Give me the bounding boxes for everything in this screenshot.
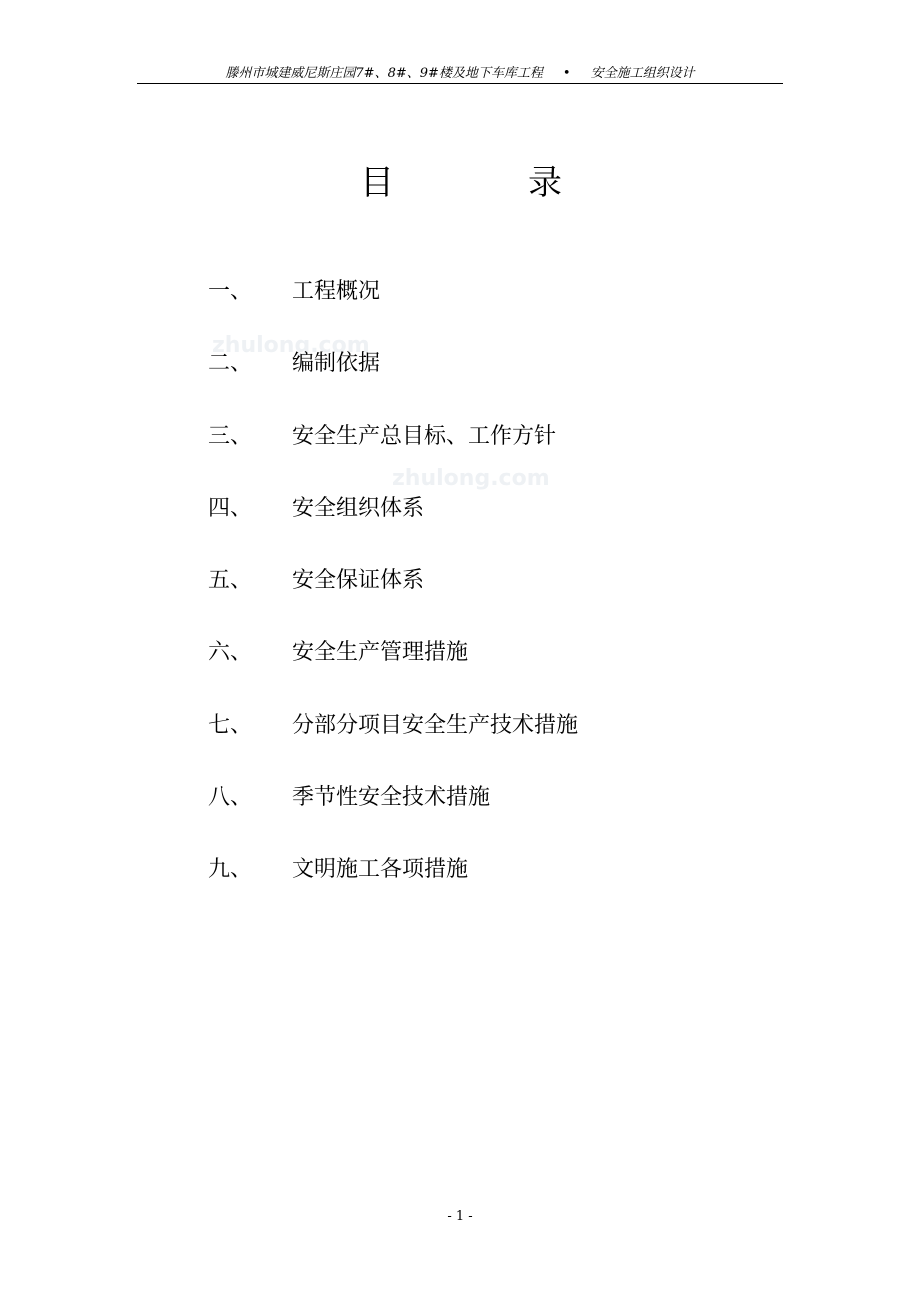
page-header bbox=[137, 64, 783, 84]
toc-item[interactable] bbox=[208, 708, 728, 744]
toc-item-number: 九、 bbox=[208, 857, 253, 882]
table-of-contents bbox=[208, 274, 728, 924]
toc-item[interactable] bbox=[208, 346, 728, 382]
page-number: - 1 - bbox=[447, 1209, 473, 1224]
toc-item-label: 工程概况 bbox=[292, 279, 381, 304]
title-char-1: 目 bbox=[360, 163, 394, 203]
toc-item-label: 安全组织体系 bbox=[292, 495, 425, 521]
toc-item[interactable] bbox=[208, 780, 728, 816]
title-char-2: 录 bbox=[528, 163, 562, 203]
toc-item-number: 一、 bbox=[208, 279, 253, 304]
toc-item-number: 二、 bbox=[208, 351, 253, 377]
watermark: zhulong.com bbox=[392, 466, 550, 491]
toc-item-number: 七、 bbox=[208, 712, 253, 738]
header-project-name: 滕州市城建威尼斯庄园7#、8#、9#楼及地下车库工程 bbox=[225, 66, 543, 81]
toc-item-label: 分部分项目安全生产技术措施 bbox=[292, 712, 579, 738]
toc-item-number: 三、 bbox=[208, 423, 253, 449]
toc-item-label: 季节性安全技术措施 bbox=[292, 784, 491, 810]
toc-item[interactable] bbox=[208, 852, 728, 888]
watermark: zhulong.com bbox=[212, 333, 370, 358]
toc-item[interactable] bbox=[208, 491, 728, 527]
toc-item-label: 安全生产总目标、工作方针 bbox=[292, 423, 557, 449]
toc-item-label: 编制依据 bbox=[292, 351, 381, 377]
toc-item[interactable] bbox=[208, 274, 728, 310]
toc-item-label: 安全保证体系 bbox=[292, 568, 425, 593]
toc-item-number: 四、 bbox=[208, 495, 253, 521]
header-separator: • bbox=[562, 66, 571, 81]
header-rule bbox=[137, 83, 783, 84]
page-title bbox=[0, 160, 920, 206]
toc-item[interactable] bbox=[208, 635, 728, 671]
toc-item-number: 五、 bbox=[208, 568, 253, 593]
toc-item[interactable] bbox=[208, 563, 728, 599]
toc-item-number: 六、 bbox=[208, 640, 253, 666]
toc-item-label: 安全生产管理措施 bbox=[292, 640, 469, 666]
toc-item-label: 文明施工各项措施 bbox=[292, 857, 469, 882]
toc-item[interactable] bbox=[208, 419, 728, 455]
header-document-title: 安全施工组织设计 bbox=[590, 66, 695, 81]
toc-item-number: 八、 bbox=[208, 784, 253, 810]
